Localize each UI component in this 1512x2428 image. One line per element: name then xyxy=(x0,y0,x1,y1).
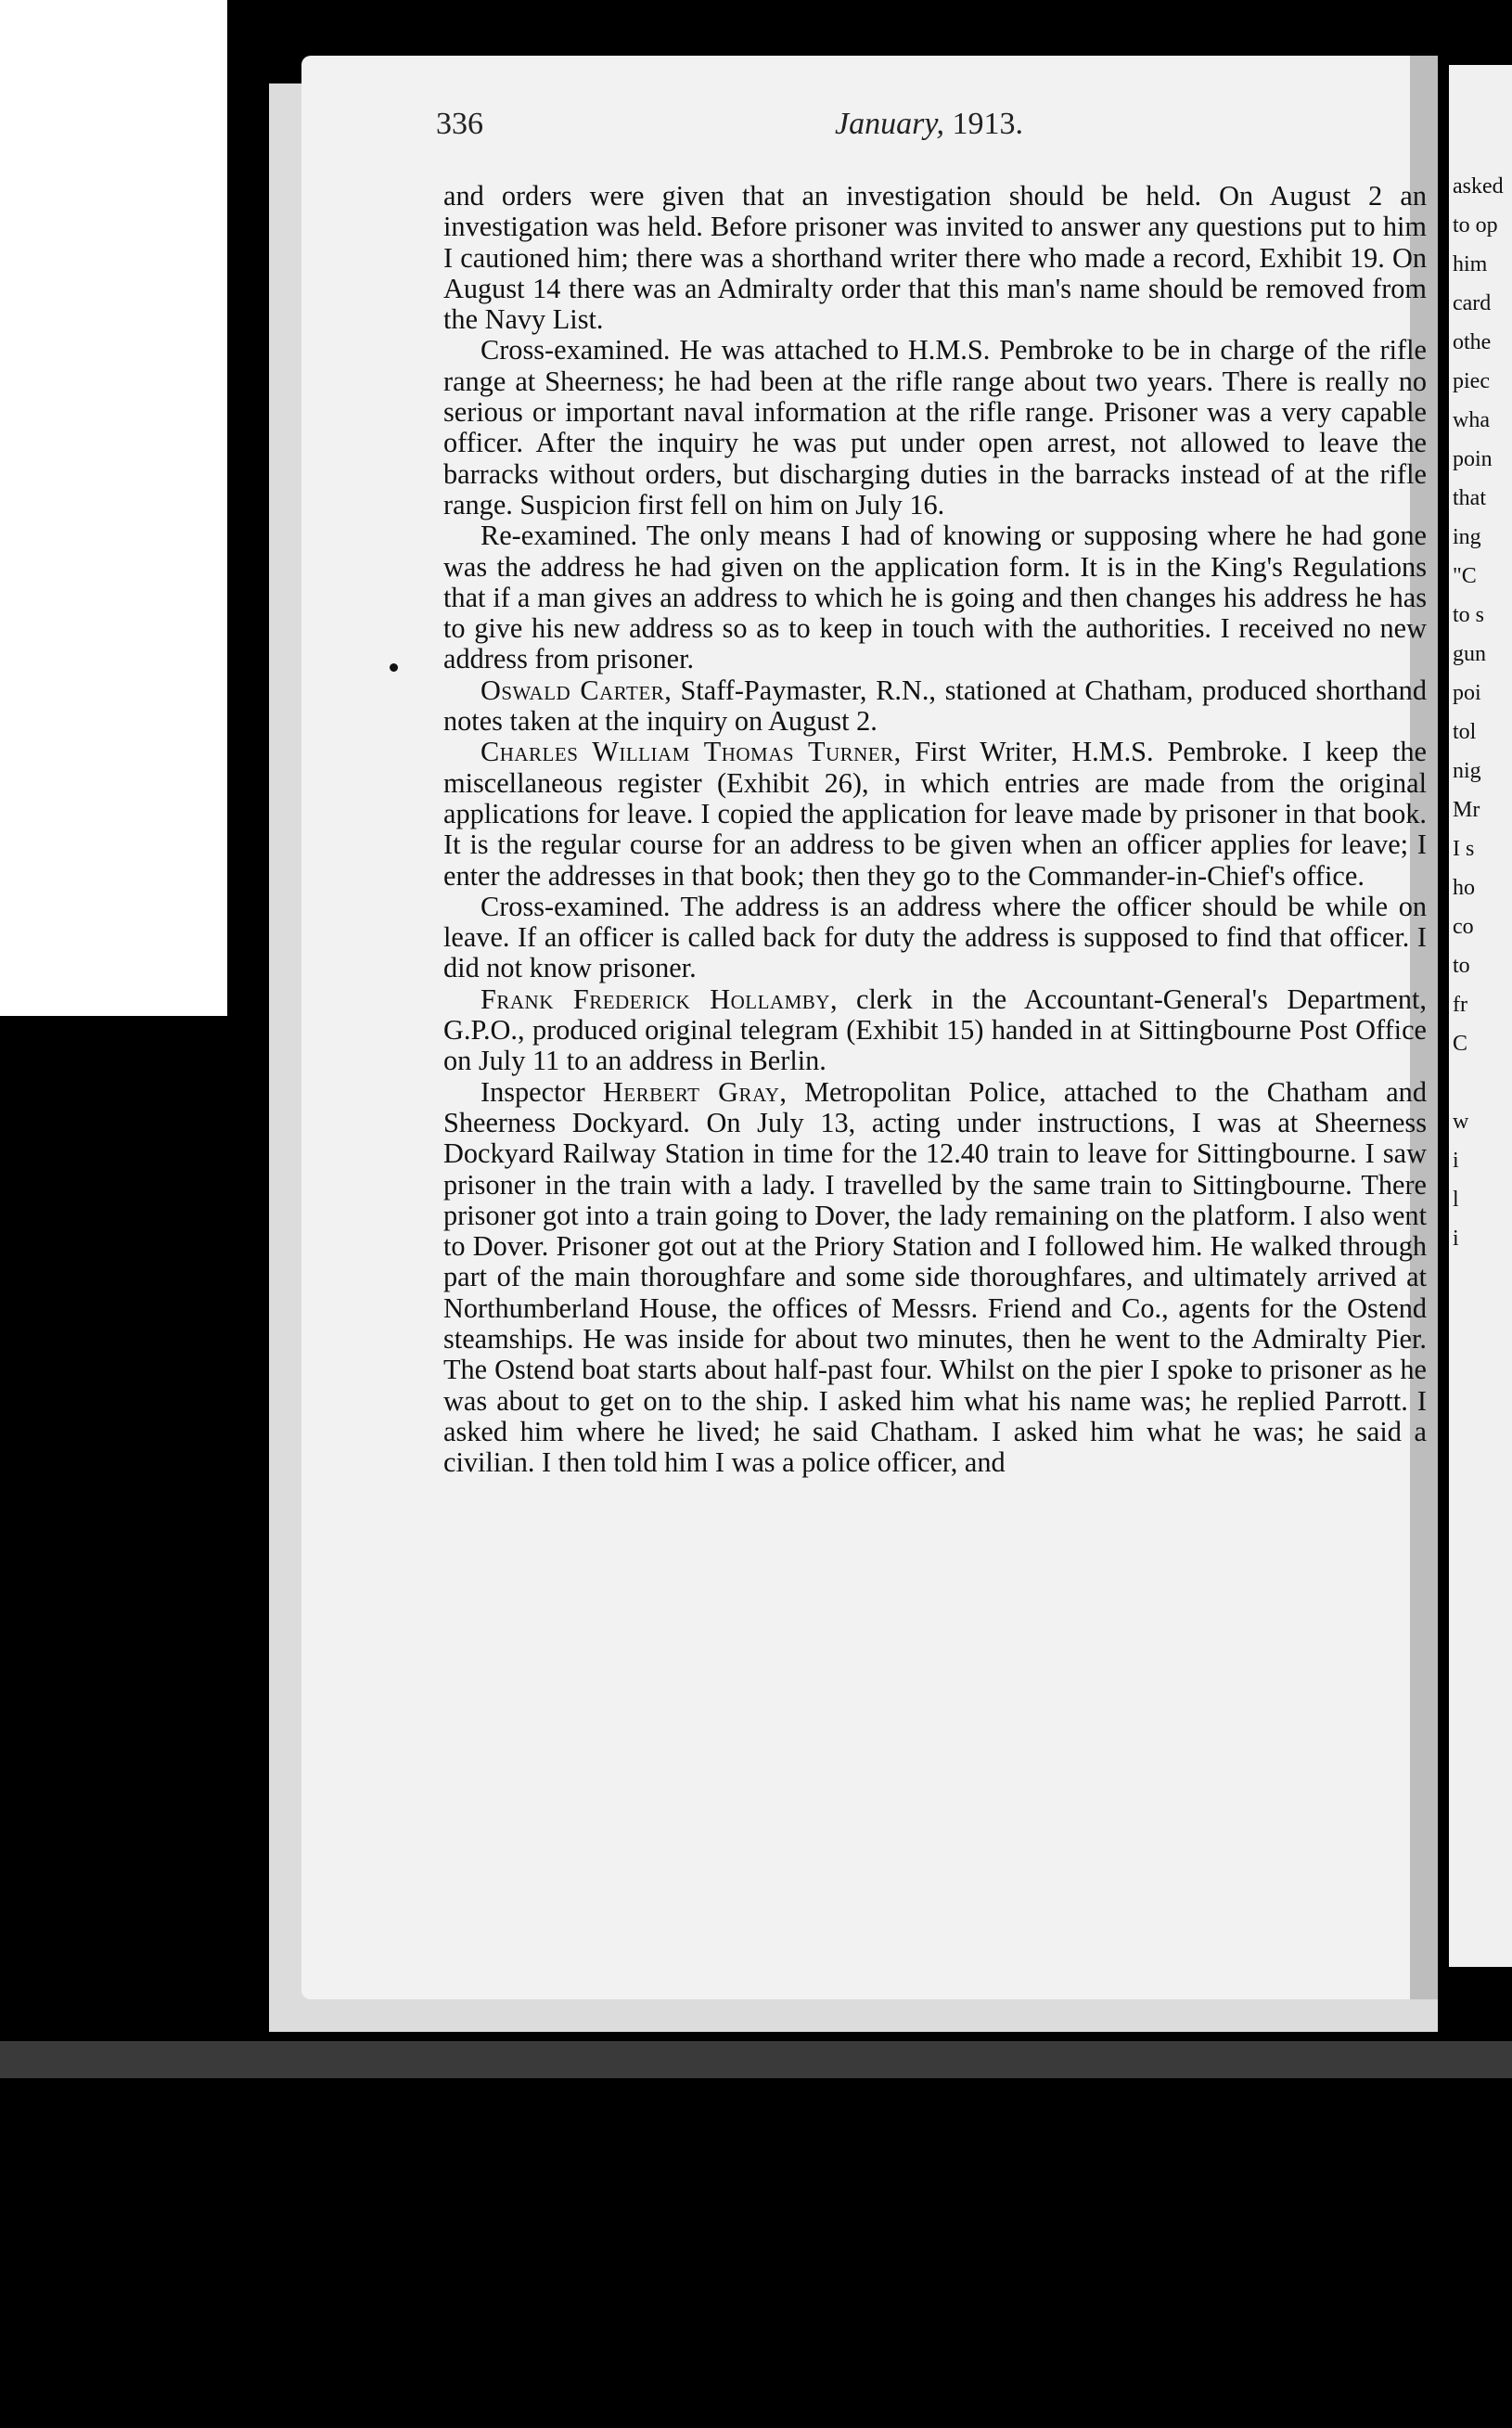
running-title xyxy=(835,107,1023,142)
page-number: 336 xyxy=(436,107,483,141)
paragraph-text: Cross-examined. The address is an address where the officer should be while on leave. If an officer is called back for duty the address is supposed to find that officer. I did not know prisoner. xyxy=(443,890,1427,984)
witness-name: Herbert Gray xyxy=(602,1075,780,1108)
facing-page xyxy=(1449,65,1512,1967)
paragraph xyxy=(443,737,1427,891)
facing-page-fragment: asked to op him card othe piec wha poin that ing "C to s gun poi tol nig Mr I s ho co to fr C w i l i xyxy=(1453,174,1504,1251)
paragraph xyxy=(443,984,1427,1077)
witness-name: Frank Frederick Hollamby xyxy=(481,983,830,1015)
scan-bottom-band xyxy=(0,2041,1512,2078)
witness-name: Charles William Thomas Turner xyxy=(481,736,894,768)
paragraph-text: Re-examined. The only means I had of knowing or supposing where he had gone was the address he had given on the application form. It is in the King's Regulations that if a man gives an address to which he is going and then changes his address he has to give his new address so as to keep in touch with the authorities. I received no new address from prisoner. xyxy=(443,520,1427,675)
page-header xyxy=(436,107,1364,153)
witness-name: Oswald Carter xyxy=(481,674,665,706)
running-title-year: 1913. xyxy=(952,107,1024,141)
paragraph-text: , clerk in the Accountant-General's Department, G.P.O., produced original telegram (Exhibit 15) handed in at Sittingbourne Post Office on July 11 to an address in Berlin. xyxy=(443,983,1427,1077)
paragraph-text: , First Writer, H.M.S. Pembroke. I keep the miscellaneous register (Exhibit 26), in which entries are made from the original applications for leave. I copied the application for leave made by prisoner in that book. It is the regular course for an address to be given when an officer applies for leave; I enter the addresses in that book; then they go to the Commander-in-Chief's office. xyxy=(443,736,1427,892)
running-title-month: January, xyxy=(835,107,945,141)
margin-mark xyxy=(390,663,398,672)
scan-margin-left xyxy=(0,0,227,1016)
page-body xyxy=(443,181,1427,1478)
paragraph-text: , Metropolitan Police, attached to the Chatham and Sheerness Dockyard. On July 13, acting under instructions, I was at Sheerness Dockyard Railway Station in time for the 12.40 train to leave for Sittingbourne. I saw prisoner in the train with a lady. I travelled by the same train to Sittingbourne. There prisoner got into a train going to Dover, the lady remaining on the platform. I also went to Dover. Prisoner got out at the Priory Station and I followed him. He walked through part of the main thoroughfare and some side thoroughfares, and ultimately arrived at Northumberland House, the offices of Messrs. Friend and Co., agents for the Ostend steamships. He was inside for about two minutes, then he went to the Admiralty Pier. The Ostend boat starts about half-past four. Whilst on the pier I spoke to prisoner as he was about to get on to the ship. I asked him what his name was; he replied Parrott. I asked him where he lived; he said Chatham. I asked him what he was; he said a civilian. I then told him I was a police officer, and xyxy=(443,1075,1427,1479)
witness-title: Inspector xyxy=(481,1075,603,1108)
paragraph-text: and orders were given that an investigation should be held. On August 2 an investigation was held. Before prisoner was invited to answer any questions put to him I cautioned him; there was a shorthand writer there who made a record, Exhibit 19. On August 14 there was an Admiralty order that this man's name should be removed from the Navy List. xyxy=(443,180,1427,336)
paragraph xyxy=(443,335,1427,520)
paragraph xyxy=(443,675,1427,738)
paragraph-text: Cross-examined. He was attached to H.M.S. Pembroke to be in charge of the rifle range at Sheerness; he had been at the rifle range about two years. There is really no serious or important naval information at the rifle range. Prisoner was a very capable officer. After the inquiry he was put under open arrest, not allowed to leave the barracks without orders, but discharging duties in the barracks instead of at the rifle range. Suspicion first fell on him on July 16. xyxy=(443,334,1427,520)
paragraph xyxy=(443,1077,1427,1479)
paragraph xyxy=(443,892,1427,984)
paragraph xyxy=(443,520,1427,674)
paragraph-text: , Staff-Paymaster, R.N., stationed at Chatham, produced shorthand notes taken at the inquiry on August 2. xyxy=(443,674,1427,738)
paragraph xyxy=(443,181,1427,335)
